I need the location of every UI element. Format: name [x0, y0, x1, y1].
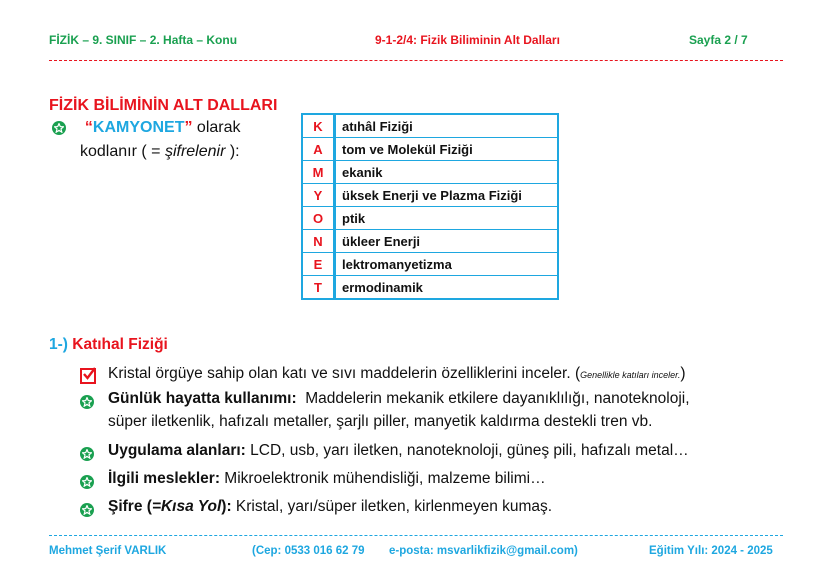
intro-text-2b: ): [225, 143, 240, 160]
header-divider [49, 60, 783, 61]
table-row [302, 184, 558, 207]
acronym-letter: O [302, 207, 335, 230]
kamyonet-table [301, 113, 559, 300]
acronym-branch: ekanik [335, 161, 559, 184]
acronym-letter: Y [302, 184, 335, 207]
acronym-branch: atıhâl Fiziği [335, 114, 559, 138]
footer-year: Eğitim Yılı: 2024 - 2025 [649, 545, 773, 557]
section-number: 1-) [49, 336, 68, 353]
header-topic-code: 9-1-2/4: Fizik Biliminin Alt Dalları [375, 33, 560, 47]
acronym-letter: M [302, 161, 335, 184]
item-label-end: ): [221, 498, 232, 515]
star-bullet-icon [52, 121, 66, 135]
header-page-number: Sayfa 2 / 7 [689, 33, 748, 47]
quote-close: ” [184, 119, 193, 136]
item-label: Uygulama alanları: [108, 442, 246, 459]
acronym-branch: ermodinamik [335, 276, 559, 300]
item-close: ) [680, 365, 686, 382]
item-text: Kristal, yarı/süper iletken, kirlenmeyen kumaş. [231, 498, 553, 515]
table-row [302, 161, 558, 184]
item-label: İlgili meslekler: [108, 470, 220, 487]
intro-text-1: olarak [192, 119, 241, 136]
intro-text-2a: kodlanır ( = [80, 143, 165, 160]
acronym-branch: tom ve Molekül Fiziği [335, 138, 559, 161]
acronym-branch: ükleer Enerji [335, 230, 559, 253]
section-title: Katıhal Fiziği [72, 336, 168, 353]
footer-divider [49, 535, 783, 536]
acronym-keyword: KAMYONET [92, 119, 185, 136]
item-label: Günlük hayatta kullanımı: [108, 390, 297, 407]
item-text: Mikroelektronik mühendisliği, malzeme bilimi… [220, 470, 546, 487]
quote-open: “ [84, 119, 93, 136]
footer-phone: (Cep: 0533 016 62 79 [252, 545, 365, 557]
acronym-letter: N [302, 230, 335, 253]
page-title: FİZİK BİLİMİNİN ALT DALLARI [49, 97, 278, 114]
acronym-letter: T [302, 276, 335, 300]
table-row [302, 276, 558, 300]
footer-email: e-posta: msvarlikfizik@gmail.com) [389, 545, 578, 557]
item-text: Maddelerin mekanik etkilere dayanıklılığı, nanoteknoloji, [296, 390, 690, 407]
intro-text-2-italic: şifrelenir [164, 143, 226, 160]
table-row [302, 138, 558, 161]
item-text: Kristal örgüye sahip olan katı ve sıvı maddelerin özelliklerini inceler. ( [108, 365, 581, 382]
acronym-branch: lektromanyetizma [335, 253, 559, 276]
star-bullet-icon [80, 393, 94, 411]
acronym-letter: E [302, 253, 335, 276]
table-row [302, 114, 558, 138]
section-heading [49, 336, 168, 354]
table-row [302, 230, 558, 253]
item-label: Şifre ( [108, 498, 152, 515]
intro-line-2 [80, 143, 240, 161]
star-bullet-icon [80, 445, 94, 463]
table-row [302, 207, 558, 230]
table-row [302, 253, 558, 276]
acronym-branch: ptik [335, 207, 559, 230]
item-text: süper iletkenlik, hafızalı metaller, şarjlı piller, manyetik kaldırma destekli tren vb. [108, 413, 653, 430]
checkbox-checked-icon [80, 368, 96, 389]
item-note: Genellikle katıları inceler. [580, 370, 681, 380]
star-bullet-icon [80, 473, 94, 491]
item-label-italic: =Kısa Yol [151, 498, 222, 515]
acronym-letter: K [302, 114, 335, 138]
header-course-label: FİZİK – 9. SINIF – 2. Hafta – Konu [49, 33, 238, 47]
intro-line-1 [52, 119, 241, 137]
item-text: LCD, usb, yarı iletken, nanoteknoloji, güneş pili, hafızalı metal… [245, 442, 689, 459]
footer-author: Mehmet Şerif VARLIK [49, 545, 167, 557]
acronym-letter: A [302, 138, 335, 161]
acronym-branch: üksek Enerji ve Plazma Fiziği [335, 184, 559, 207]
star-bullet-icon [80, 501, 94, 519]
